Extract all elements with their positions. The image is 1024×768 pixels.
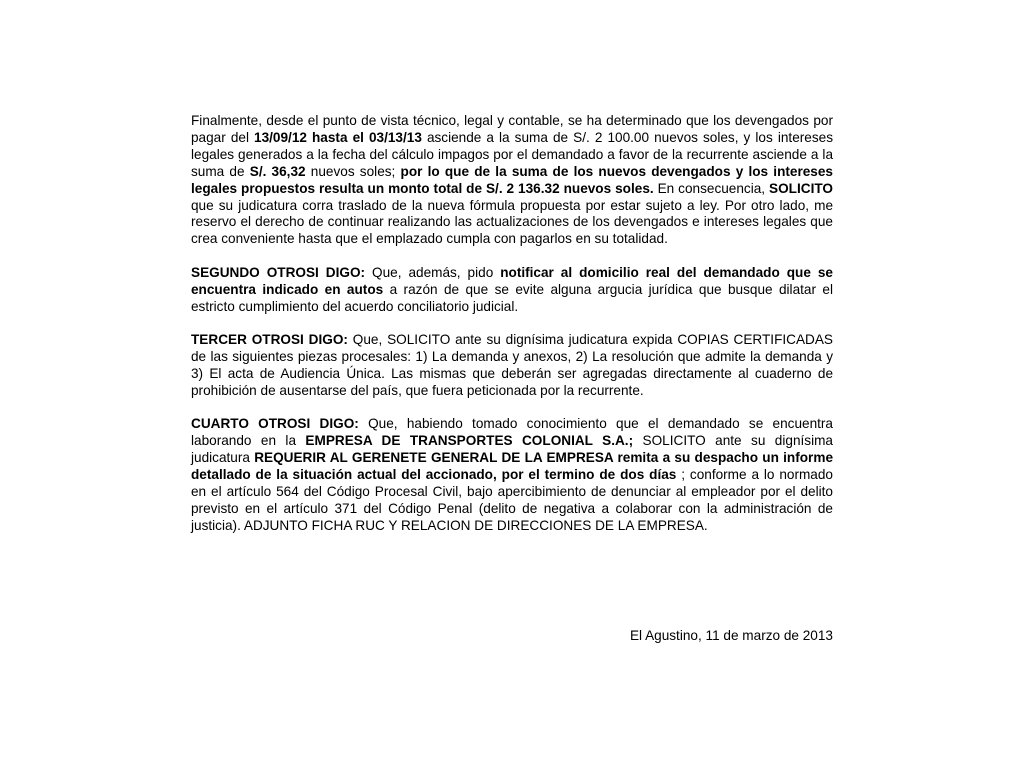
text-run: a razón de que se evite alguna argucia jurídica que busque dilatar el estricto cumplimiento del acuerdo conciliatorio judicial. (191, 281, 833, 314)
bold-text-run: EMPRESA DE TRANSPORTES COLONIAL S.A.; (305, 433, 634, 448)
bold-text-run: CUARTO OTROSI DIGO: (191, 416, 359, 432)
bold-text-run: notificar al domicilio real del demandado que se encuentra indicado en autos (191, 264, 833, 297)
paragraph-tercer-otrosi (191, 332, 833, 400)
paragraph-finalmente (191, 113, 833, 248)
paragraph-cuarto-otrosi (191, 416, 833, 534)
text-run: ; conforme a lo normado en el artículo 564 del Código Procesal Civil, bajo apercibimiento de denunciar al empleador por el delito previsto en el artículo 371 del Código Penal (delito de negativa a colaborar con la administración de justicia). ADJUNTO FICHA RUC Y RELACION DE DIRECCIONES DE LA EMPRESA. (191, 466, 833, 533)
paragraph-segundo-otrosi (191, 265, 833, 316)
bold-text-run: TERCER OTROSI DIGO: (191, 331, 348, 347)
bold-text-run: SEGUNDO OTROSI DIGO: (191, 264, 366, 280)
place-and-date: El Agustino, 11 de marzo de 2013 (629, 628, 833, 643)
text-run: Que, habiendo tomado conocimiento que el demandado se encuentra laborando en la (191, 416, 833, 448)
text-run: Finalmente, desde el punto de vista técnico, legal y contable, se ha determinado que los devengados por pagar del (191, 113, 833, 145)
text-run: que su judicatura corra traslado de la nueva fórmula propuesta por estar sujeto a ley. Por otro lado, me reservo el derecho de continuar realizando las actualizaciones de los devengados e intereses legales que crea conveniente hasta que el emplazado cumpla con pagarlos en su totalidad. (191, 197, 833, 247)
text-run: Que, además, pido (365, 264, 501, 280)
text-run: SOLICITO ante su dignísima judicatura (191, 433, 833, 465)
document-body (191, 113, 833, 534)
bold-text-run: por lo que de la suma de los nuevos devengados y los intereses legales propuestos resulta un monto total de S/. 2 136.32 nuevos soles. (191, 163, 833, 196)
bold-text-run: SOLICITO (769, 180, 833, 196)
bold-text-run: REQUERIR AL GERENETE GENERAL DE LA EMPRESA remita a su despacho un informe detallado de la situación actual del accionado, por el termino de dos días (191, 449, 833, 482)
text-run: asciende a la suma de S/. 2 100.00 nuevos soles, y los intereses legales generados a la fecha del cálculo impagos por el demandado a favor de la recurrente asciende a la suma de (191, 129, 833, 179)
bold-text-run: 13/09/12 hasta el 03/13/13 (254, 129, 422, 145)
text-run: nuevos soles; (305, 163, 401, 179)
text-run: En consecuencia, (653, 180, 770, 196)
bold-text-run: S/. 36,32 (249, 163, 306, 179)
text-run: Que, SOLICITO ante su dignísima judicatura expida COPIAS CERTIFICADAS de las siguientes piezas procesales: 1) La demanda y anexos, 2) La resolución que admite la demanda y 3) El acta de Audiencia Única. Las mismas que deberán ser agregadas directamente al cuaderno de prohibición de ausentarse del país, que fuera peticionada por la recurrente. (191, 331, 833, 398)
